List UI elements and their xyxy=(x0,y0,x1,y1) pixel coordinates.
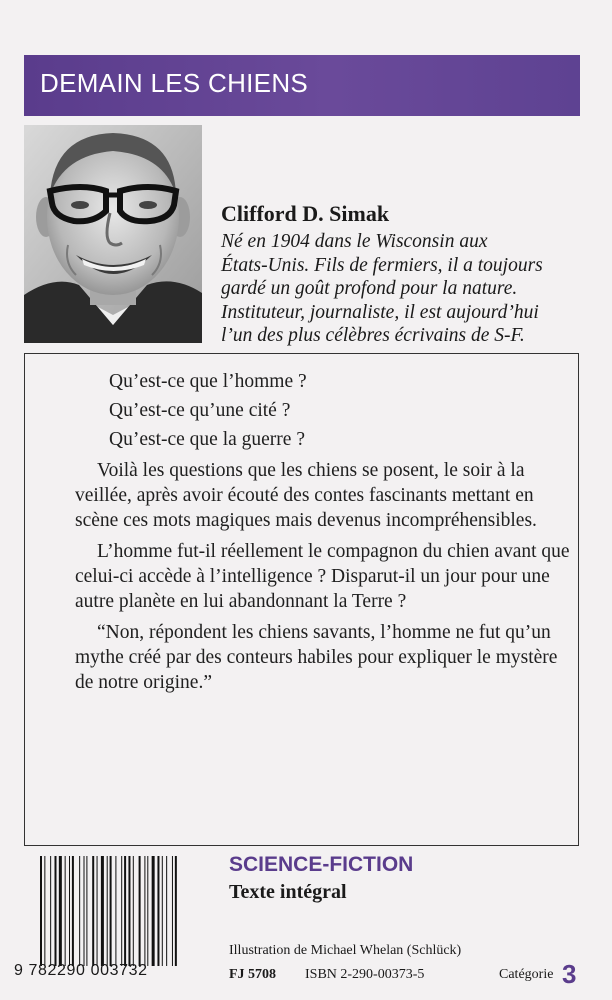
barcode-bar xyxy=(86,856,87,966)
barcode-bar xyxy=(110,856,112,966)
blurb-question: Qu’est-ce qu’une cité ? xyxy=(109,400,291,421)
author-bio-line: Né en 1904 dans le Wisconsin aux xyxy=(221,231,488,252)
blurb-question: Qu’est-ce que l’homme ? xyxy=(109,371,307,392)
barcode-bar xyxy=(69,856,70,966)
blurb-paragraph: L’homme fut-il réellement le compagnon du chien avant que celui-ci accède à l’intelligence ? Disparut-il un jour pour une autre planète en lui abandonnant la Terre ? xyxy=(75,541,570,612)
author-bio-line: États-Unis. Fils de fermiers, il a toujours xyxy=(221,254,543,276)
category-number: 3 xyxy=(562,959,577,989)
barcode-bar xyxy=(157,856,159,966)
barcode xyxy=(40,856,212,966)
barcode-bar xyxy=(107,856,108,966)
blurb-question: Qu’est-ce que la guerre ? xyxy=(109,429,305,450)
barcode-bar xyxy=(121,856,122,966)
illustration-credit: Illustration de Michael Whelan (Schlück) xyxy=(229,943,462,958)
barcode-bar xyxy=(128,856,130,966)
barcode-bar xyxy=(139,856,141,966)
category-label: Catégorie xyxy=(499,967,554,982)
barcode-bar xyxy=(59,856,62,966)
barcode-bar xyxy=(50,856,51,966)
author-photo xyxy=(24,125,202,343)
author-bio-line: gardé un goût profond pour la nature. xyxy=(221,278,518,299)
catalog-code: FJ 5708 xyxy=(229,967,277,982)
author-block xyxy=(221,200,591,348)
book-title: DEMAIN LES CHIENS xyxy=(40,68,309,98)
barcode-bar xyxy=(175,856,177,966)
blurb-paragraph: Voilà les questions que les chiens se posent, le soir à la veillée, après avoir écouté des contes fascinants mettant en scène ces mots magiques mais devenus incompréhensibles. xyxy=(75,460,537,531)
barcode-bar xyxy=(40,856,42,966)
barcode-bar xyxy=(162,856,163,966)
isbn: ISBN 2-290-00373-5 xyxy=(305,967,425,982)
barcode-bar xyxy=(84,856,85,966)
barcode-bar xyxy=(101,856,104,966)
barcode-bar xyxy=(144,856,145,966)
barcode-bar xyxy=(44,856,45,966)
blurb-text xyxy=(75,369,570,695)
edition-label: Texte intégral xyxy=(229,881,347,903)
barcode-bar xyxy=(92,856,94,966)
author-bio-line: Instituteur, journaliste, il est aujourd’hui xyxy=(221,301,539,323)
blurb-paragraph: “Non, répondent les chiens savants, l’homme ne fut qu’un mythe créé par des conteurs habiles pour expliquer le mystère de notre origine.” xyxy=(75,622,558,693)
barcode-bar xyxy=(147,856,148,966)
author-bio-line: l’un des plus célèbres écrivains de S-F. xyxy=(221,325,525,346)
barcode-digits: 9 782290 003732 xyxy=(14,962,148,979)
barcode-bar xyxy=(55,856,57,966)
barcode-bar xyxy=(65,856,66,966)
author-name: Clifford D. Simak xyxy=(221,201,390,226)
author-bio xyxy=(221,230,591,348)
barcode-bar xyxy=(152,856,155,966)
barcode-bar xyxy=(79,856,80,966)
barcode-bar xyxy=(133,856,134,966)
genre-label: SCIENCE-FICTION xyxy=(229,853,414,876)
barcode-bar xyxy=(124,856,126,966)
barcode-bar xyxy=(172,856,173,966)
title-band xyxy=(24,55,580,116)
barcode-bar xyxy=(115,856,116,966)
publisher-info xyxy=(229,959,584,991)
barcode-bar xyxy=(166,856,167,966)
barcode-bar xyxy=(72,856,74,966)
barcode-bar xyxy=(97,856,98,966)
blurb-box xyxy=(24,353,579,846)
